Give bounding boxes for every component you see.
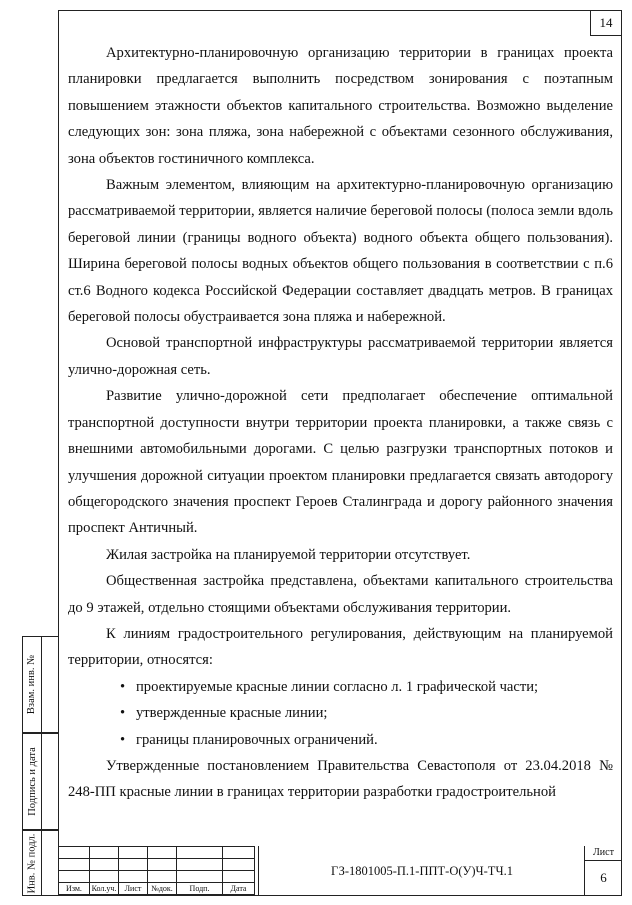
list-item: • утвержденные красные линии; xyxy=(120,700,613,726)
stamp-header: Лист xyxy=(119,883,148,895)
side-stamp-replaces xyxy=(22,636,58,733)
document-code: ГЗ-1801005-П.1-ППТ-О(У)Ч-ТЧ.1 xyxy=(258,846,585,896)
document-body xyxy=(68,40,613,806)
paragraph: Архитектурно-планировочную организацию территории в границах проекта планировки предлагается выполнить посредством зонирования с поэтапным повышением этажности объектов капитального строительства. Возможно выделение следующих зон: зона пляжа, зона набережной с объектами сезонного обслуживания, зона объектов гостиничного комплекса. xyxy=(68,45,613,167)
sheet-label: Лист xyxy=(585,846,622,861)
sheet-number: 6 xyxy=(600,870,607,885)
paragraph: К линиям градостроительного регулирования, действующим на планируемой территории, относятся: xyxy=(68,625,613,669)
list-item: • границы планировочных ограничений. xyxy=(120,727,613,753)
paragraph: Основой транспортной инфраструктуры рассматриваемой территории является улично-дорожная сеть. xyxy=(68,335,613,378)
side-stamp-inventory xyxy=(22,830,58,896)
stamp-header: Кол.уч. xyxy=(90,883,119,895)
stamp-header: Подп. xyxy=(177,883,223,895)
title-block xyxy=(58,846,622,896)
side-label: Подпись и дата xyxy=(26,747,38,816)
paragraph: Важным элементом, влияющим на архитектурно-планировочную организацию рассматриваемой территории, является наличие береговой полосы (полоса земли вдоль береговой линии (границы водного объекта) водного объекта общего пользования). Ширина береговой полосы водных объектов общего пользования в соответствии с п.6 ст.6 Водного кодекса Российской Федерации составляет двадцать метров. В границах береговой полосы обустраивается зона пляжа и набережной. xyxy=(68,177,613,326)
paragraph: Общественная застройка представлена, объектами капитального строительства до 9 этажей, отдельно стоящими объектами обслуживания территории. xyxy=(68,573,613,616)
revision-table xyxy=(58,846,255,895)
paragraph: Утвержденные постановлением Правительства Севастополя от 23.04.2018 № 248-ПП красные линии в границах территории разработки градостроительной xyxy=(68,757,613,801)
stamp-header: Изм. xyxy=(59,883,90,895)
bullet-list xyxy=(68,674,613,753)
page-number: 14 xyxy=(590,11,621,36)
side-label: Взам. инв. № xyxy=(26,654,38,715)
sheet-cell xyxy=(584,846,622,896)
side-stamp-signature xyxy=(22,733,58,830)
paragraph: Развитие улично-дорожной сети предполагает обеспечение оптимальной транспортной доступности внутри территории проекта планировки, а также связь с внешними автомобильными дорогами. С целью разгрузки транспортных потоков и улучшения дорожной ситуации проектом планировки предлагается связать автодорогу общегородского значения проспект Героев Сталинграда и дорогу районного значения проспект Античный. xyxy=(68,388,613,537)
paragraph: Жилая застройка на планируемой территории отсутствует. xyxy=(106,546,471,563)
list-item: • проектируемые красные линии согласно л. 1 графической части; xyxy=(120,674,613,700)
stamp-header: Дата xyxy=(223,883,255,895)
stamp-header: №док. xyxy=(148,883,177,895)
side-label: Инв. № подл. xyxy=(26,833,38,893)
